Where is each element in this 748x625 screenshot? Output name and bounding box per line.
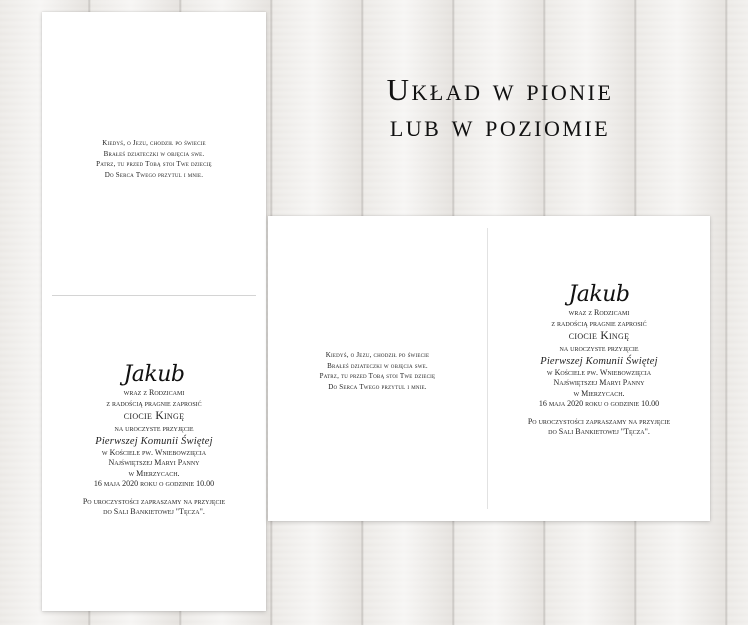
invite-line: 16 maja 2020 roku o godzinie 10.00: [93, 479, 215, 488]
invite-line: na uroczyste przyjęcie: [559, 344, 639, 353]
invite-line: wraz z Rodzicami: [568, 308, 630, 317]
poem-line: Brałeś dziateczki w objęcia swe.: [327, 361, 428, 370]
poem-line: Kiedyś, o Jezu, chodził po świecie: [325, 351, 430, 359]
poem-text: [268, 350, 487, 392]
card-vertical-layout: [42, 12, 266, 611]
invite-line: Najświętszej Maryi Panny: [553, 378, 645, 387]
invitation-text: [488, 282, 710, 438]
child-name: Jakub: [123, 362, 185, 387]
invite-line: z radością pragnie zaprosić: [106, 398, 202, 408]
invite-line: na uroczyste przyjęcie: [114, 424, 194, 433]
poem-line: Patrz, tu przed Tobą stoi Twe dziecię: [319, 372, 436, 380]
event-name: Pierwszej Komunii Świętej: [540, 355, 658, 367]
headline-line: lub w poziomie: [389, 108, 611, 143]
guest-name: ciocie Kingę: [568, 330, 630, 342]
invite-line: wraz z Rodzicami: [123, 388, 185, 397]
fold-line: [52, 295, 256, 296]
invitation-text: [42, 362, 266, 518]
invite-line: w Mierzycach.: [128, 468, 180, 478]
invite-line: w Kościele pw. Wniebowzięcia: [546, 367, 652, 377]
guest-name: ciocie Kingę: [123, 410, 185, 422]
headline-line: Układ w pionie: [386, 72, 614, 107]
child-name: Jakub: [568, 282, 630, 307]
invite-line: Po uroczystości zapraszamy na przyjęcie: [82, 496, 226, 506]
poem-line: Brałeś dziateczki w objęcia swe.: [103, 149, 205, 158]
invite-line: 16 maja 2020 roku o godzinie 10.00: [538, 399, 660, 408]
poem-line: Kiedyś, o Jezu, chodził po świecie: [102, 139, 206, 147]
event-name: Pierwszej Komunii Świętej: [95, 435, 213, 447]
card-horizontal-layout: [268, 216, 710, 521]
invite-line: w Mierzycach.: [573, 388, 625, 398]
invite-line: Po uroczystości zapraszamy na przyjęcie: [527, 416, 671, 426]
invite-line: do Sali Bankietowej "Tęcza".: [103, 507, 205, 516]
invite-line: Najświętszej Maryi Panny: [108, 458, 200, 467]
invite-line: z radością pragnie zaprosić: [551, 318, 647, 328]
poem-line: Do Serca Twego przytul i mnie.: [328, 382, 427, 391]
poem-line: Do Serca Twego przytul i mnie.: [104, 170, 204, 179]
headline: [330, 72, 670, 144]
invite-line: do Sali Bankietowej "Tęcza".: [548, 427, 650, 436]
poem-text: [42, 138, 266, 180]
invite-line: w Kościele pw. Wniebowzięcia: [101, 447, 207, 457]
poem-line: Patrz, tu przed Tobą stoi Twe dziecię: [96, 160, 212, 168]
